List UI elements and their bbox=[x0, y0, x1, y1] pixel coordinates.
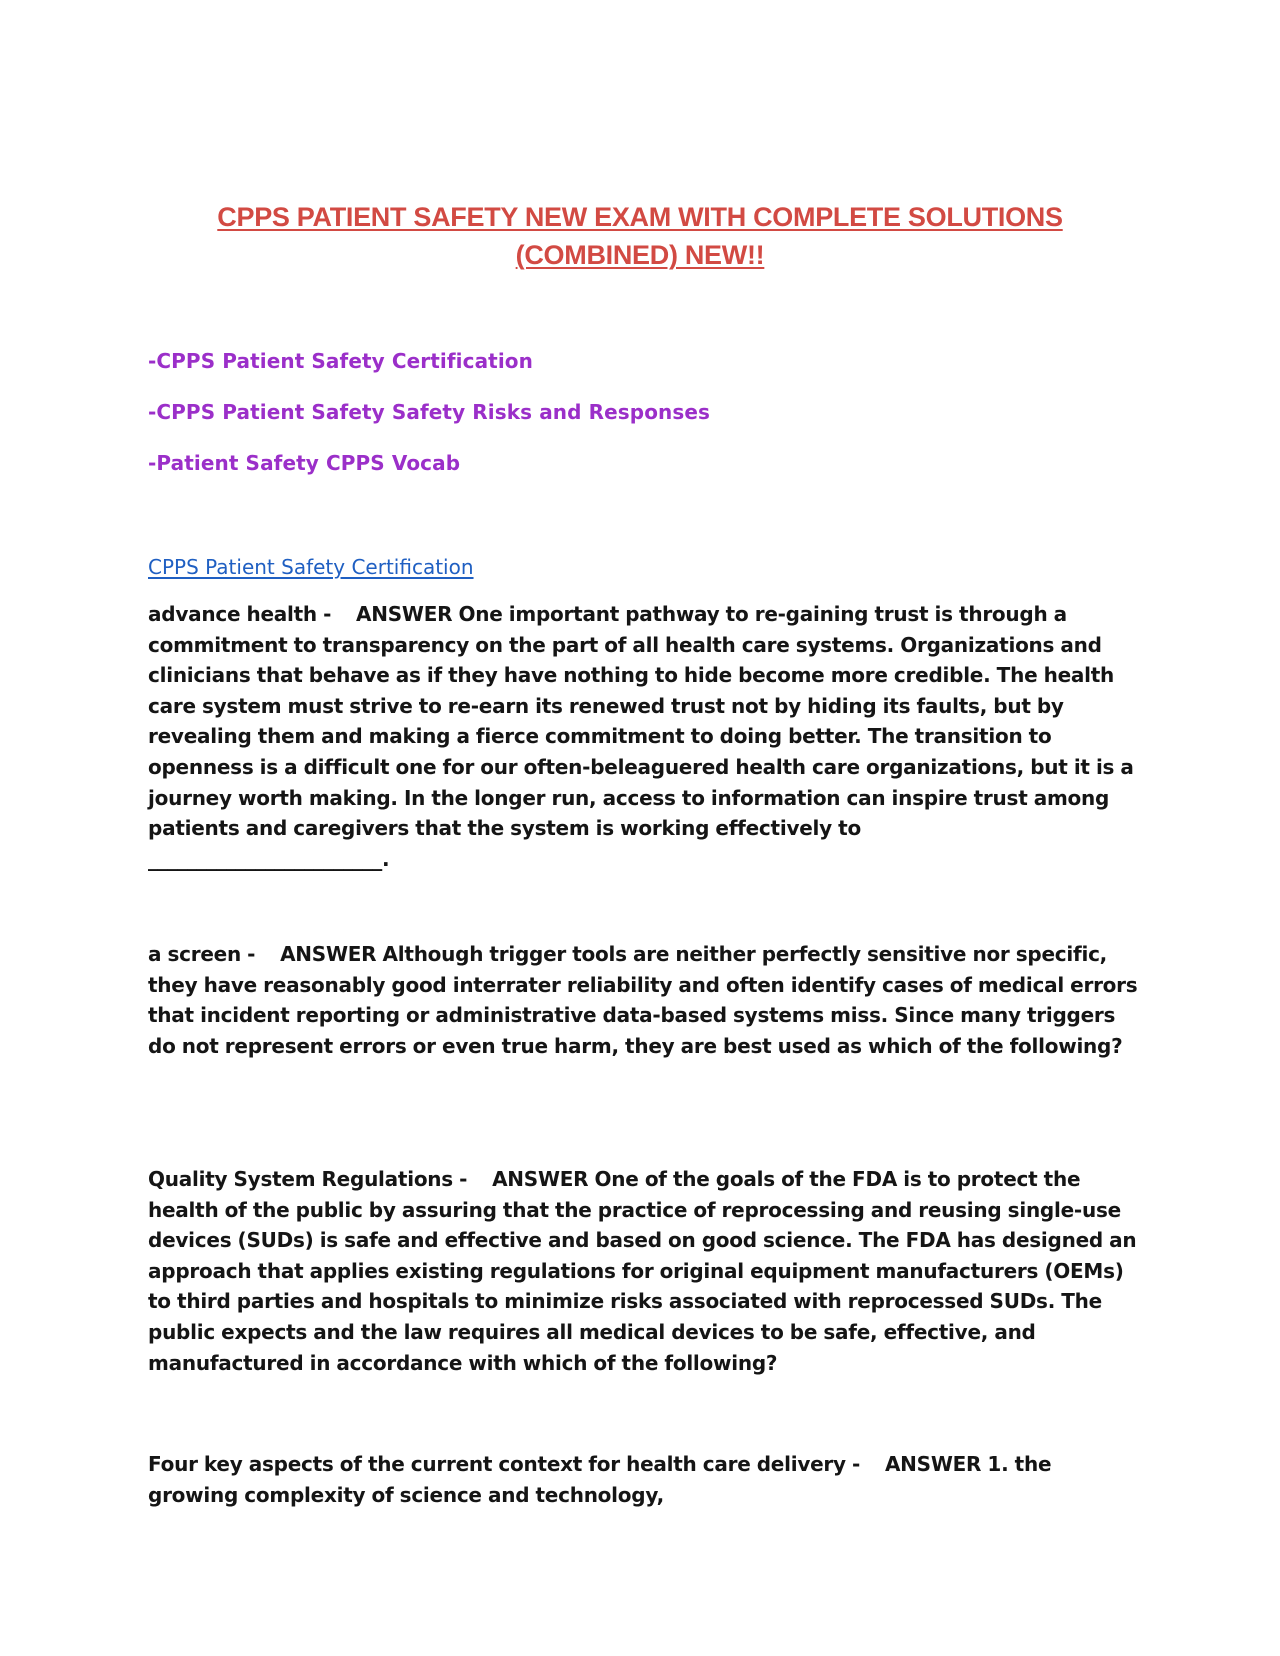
title-line-1: CPPS PATIENT SAFETY NEW EXAM WITH COMPLETE SOLUTIONS bbox=[217, 202, 1063, 232]
table-of-contents bbox=[148, 348, 710, 501]
qa-answer-label: ANSWER bbox=[280, 942, 377, 966]
qa-answer-label: ANSWER bbox=[492, 1167, 589, 1191]
qa-entry bbox=[148, 599, 1138, 874]
toc-item: -CPPS Patient Safety Certification bbox=[148, 349, 533, 373]
title-line-2: (COMBINED) NEW!! bbox=[515, 240, 765, 270]
qa-answer-text: 1. the growing complexity of science and technology, bbox=[148, 1452, 1052, 1507]
qa-answer-label: ANSWER bbox=[884, 1452, 982, 1476]
qa-entry bbox=[148, 1449, 1138, 1510]
qa-answer-text: Although trigger tools are neither perfectly sensitive nor specific, they have reasonably good interrater reliability and often identify cases of medical errors that incident reporting or administrative data-based systems miss. Since many triggers do not represent errors or even true harm, they are best used as which of the following? bbox=[148, 942, 1138, 1058]
toc-item: -CPPS Patient Safety Safety Risks and Responses bbox=[148, 400, 711, 424]
qa-term: Four key aspects of the current context for health care delivery - bbox=[148, 1452, 861, 1476]
qa-answer-text: One of the goals of the FDA is to protect the health of the public by assuring that the practice of reprocessing and reusing single-use devices (SUDs) is safe and effective and based on good science. The FDA has designed an approach that applies existing regulations for original equipment manufacturers (OEMs) to third parties and hospitals to minimize risks associated with reprocessed SUDs. The public expects and the law requires all medical devices to be safe, effective, and manufactured in accordance with which of the following? bbox=[148, 1167, 1137, 1375]
section-heading-link[interactable]: CPPS Patient Safety Certification bbox=[148, 555, 474, 579]
qa-blank: ________________________. bbox=[148, 846, 390, 871]
qa-term: Quality System Regulations - bbox=[148, 1167, 468, 1191]
qa-entry bbox=[148, 939, 1138, 1061]
qa-entry bbox=[148, 1164, 1138, 1378]
qa-answer-label: ANSWER bbox=[356, 602, 453, 626]
qa-term: advance health - bbox=[148, 602, 332, 626]
qa-answer-text: One important pathway to re-gaining trust is through a commitment to transparency on the part of all health care systems. Organizations and clinicians that behave as if they have nothing to hide become more credible. The health care system must strive to re-earn its renewed trust not by hiding its faults, but by revealing them and making a fierce commitment to doing better. The transition to openness is a difficult one for our often-beleaguered health care organizations, but it is a journey worth making. In the longer run, access to information can inspire trust among patients and caregivers that the system is working effectively to bbox=[148, 602, 1134, 841]
toc-item: -Patient Safety CPPS Vocab bbox=[148, 451, 461, 475]
document-title bbox=[140, 198, 1140, 274]
qa-term: a screen - bbox=[148, 942, 256, 966]
